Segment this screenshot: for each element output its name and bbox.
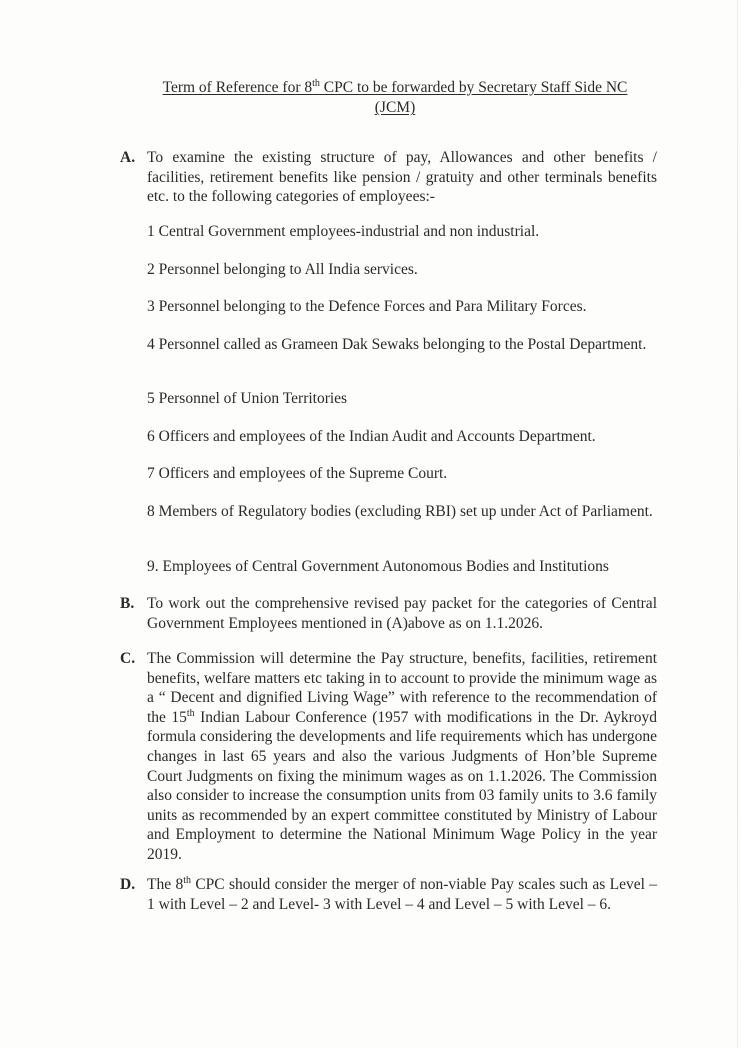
section-c-text-sup: th — [186, 707, 195, 719]
section-d-text-sup: th — [183, 874, 191, 886]
section-a-item-9: 9. Employees of Central Government Autonomous Bodies and Institutions — [147, 558, 609, 575]
section-a-item-7: 7 Officers and employees of the Supreme Court. — [147, 465, 448, 482]
section-a-text: To examine the existing structure of pay, Allowances and other benefits / facilities, retirement benefits like pension / gratuity and other terminals benefits etc. to the following categories of employees:- — [147, 149, 657, 206]
section-a-item-6: 6 Officers and employees of the Indian Audit and Accounts Department. — [147, 428, 596, 445]
section-d-text-pre: The 8 — [147, 876, 184, 893]
section-c-text-pre: The Commission will determine the Pay structure, benefits, facilities, retirement benefits, welfare matters etc taking in to account to provide the minimum wage as a “ Decent and dignified Living Wage” with reference to the recommendation of the 15 — [147, 650, 657, 726]
section-d-letter: D. — [120, 876, 136, 893]
title-line1-pre: Term of Reference for 8 — [162, 79, 313, 97]
section-b-letter: B. — [120, 595, 135, 612]
scan-edge-line — [737, 0, 738, 1048]
section-a-letter: A. — [120, 149, 136, 166]
section-a-item-3: 3 Personnel belonging to the Defence Forces and Para Military Forces. — [147, 298, 587, 315]
section-c-letter: C. — [120, 650, 136, 667]
title-line1-post: CPC to be forwarded by Secretary Staff Side NC — [319, 79, 628, 97]
section-a-item-1: 1 Central Government employees-industrial and non industrial. — [147, 223, 540, 240]
section-d-text-post: CPC should consider the merger of non-viable Pay scales such as Level – 1 with Level – 2 and Level- 3 with Level – 4 and Level – 5 with Level – 6. — [147, 876, 657, 913]
section-c-text — [147, 649, 657, 865]
section-a-item-2: 2 Personnel belonging to All India services. — [147, 261, 418, 278]
section-a-item-8: 8 Members of Regulatory bodies (excluding RBI) set up under Act of Parliament. — [147, 503, 653, 520]
title-line2: (JCM) — [374, 99, 416, 117]
section-a-item-5: 5 Personnel of Union Territories — [147, 390, 348, 407]
section-b-text: To work out the comprehensive revised pay packet for the categories of Central Government Employees mentioned in (A)above as on 1.1.2026. — [147, 595, 657, 632]
document-title — [120, 74, 670, 118]
section-c-text-post: Indian Labour Conference (1957 with modifications in the Dr. Aykroyd formula considering the developments and life requirements which has undergone changes in last 65 years and also the various Judgments of Hon’ble Supreme Court Judgments on fixing the minimum wages as on 1.1.2026. The Commission also consider to increase the consumption units from 03 family units to 3.6 family units as recommended by an expert committee constituted by Ministry of Labour and Employment to determine the National Minimum Wage Policy in the year 2019. — [147, 708, 658, 863]
title-line1-sup: th — [312, 78, 320, 89]
section-a-item-4: 4 Personnel called as Grameen Dak Sewaks belonging to the Postal Department. — [147, 336, 647, 353]
section-d-text — [147, 875, 657, 914]
